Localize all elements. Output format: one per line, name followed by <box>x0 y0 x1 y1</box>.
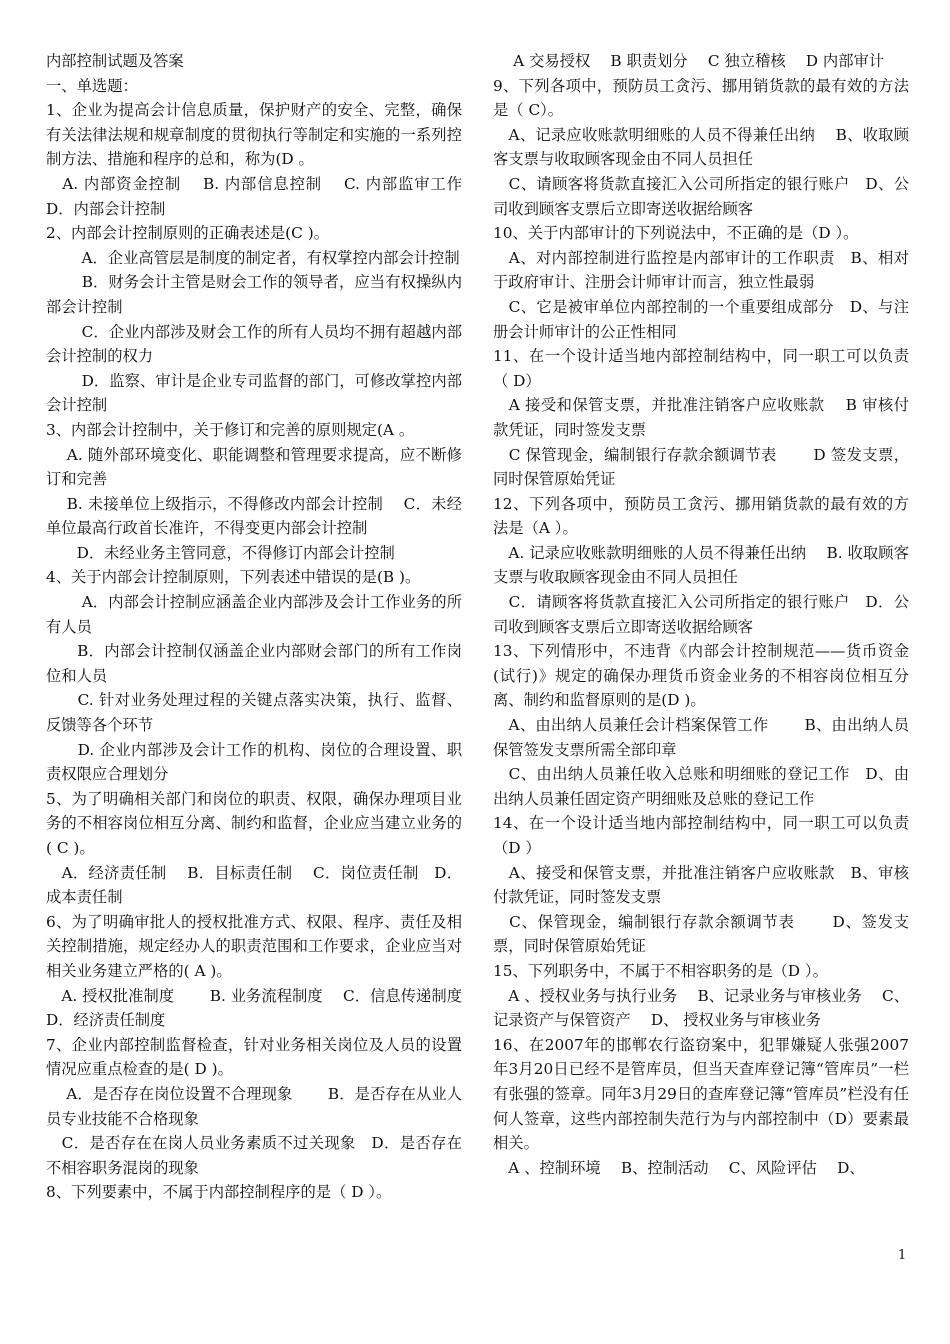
question-10: 10、关于内部审计的下列说法中，不正确的是（D ）。 <box>493 224 859 243</box>
question-13-options-cd: C、由出纳人员兼任收入总账和明细账的登记工作 D、由出纳人员兼任固定资产明细账及总账的登记工作 <box>493 765 909 808</box>
question-16: 16、在2007年的邯郸农行盗窃案中，犯罪嫌疑人张强2007年3月20日已经不是管库员，但当天查库登记簿“管库员”一栏有张强的签章。同年3月29日的查库登记簿“管库员”栏没有任何人签章，这些内部控制失范行为与内部控制中（D）要素最相关。 <box>493 1035 909 1153</box>
question-1-options: A. 内部资金控制 B. 内部信息控制 C. 内部监审工作 D．内部会计控制 <box>46 174 478 218</box>
question-6: 6、为了明确审批人的授权批准方式、权限、程序、责任及相关控制措施，规定经办人的职责范围和工作要求，企业应当对相关业务建立严格的( A )。 <box>46 912 462 980</box>
question-2: 2、内部会计控制原则的正确表述是(C )。 <box>46 224 329 243</box>
page-title: 内部控制试题及答案 <box>46 52 184 70</box>
question-12-options-cd: C．请顾客将货款直接汇入公司所指定的银行账户 D．公司收到顾客支票后立即寄送收据给顾客 <box>493 593 909 636</box>
question-2-option-c: C．企业内部涉及财会工作的所有人员均不拥有超越内部会计控制的权力 <box>46 322 462 366</box>
question-2-option-b: B．财务会计主管是财会工作的领导者，应当有权操纵内部会计控制 <box>46 273 462 316</box>
question-7-options-cd: C．是否存在在岗人员业务素质不过关现象 D．是否存在不相容职务混岗的现象 <box>46 1134 462 1177</box>
question-13: 13、下列情形中，不违背《内部会计控制规范——货币资金(试行)》规定的确保办理货币资金业务的不相容岗位相互分离、制约和监督原则的是(D )。 <box>493 642 909 710</box>
question-3-option-d: D．未经业务主管同意，不得修订内部会计控制 <box>46 543 395 562</box>
question-14: 14、在一个设计适当地内部控制结构中，同一职工可以负责（D ） <box>493 814 909 857</box>
question-11-options-cd: C 保管现金，编制银行存款余额调节表 D 签发支票，同时保管原始凭证 <box>493 445 909 489</box>
question-7-options-ab: A．是否存在岗位设置不合理现象 B．是否存在从业人员专业技能不合格现象 <box>46 1084 462 1128</box>
question-3: 3、内部会计控制中，关于修订和完善的原则规定(A 。 <box>46 420 415 439</box>
question-5-options: A．经济责任制 B．目标责任制 C．岗位责任制 D．成本责任制 <box>46 863 462 907</box>
right-column <box>493 49 909 1180</box>
question-15: 15、下列职务中，不属于不相容职务的是（D ）。 <box>493 961 828 980</box>
question-5: 5、为了明确相关部门和岗位的职责、权限，确保办理项目业务的不相容岗位相互分离、制约和监督，企业应当建立业务的( C )。 <box>46 789 462 857</box>
question-10-options-cd: C、它是被审单位内部控制的一个重要组成部分 D、与注册会计师审计的公正性相同 <box>493 297 909 341</box>
question-15-options: A 、授权业务与执行业务 B、记录业务与审核业务 C、记录资产与保管资产 D、 授权业务与审核业务 <box>493 986 909 1030</box>
question-7: 7、企业内部控制监督检查，针对业务相关岗位及人员的设置情况应重点检查的是( D )。 <box>46 1035 462 1079</box>
question-4-option-d: D. 企业内部涉及会计工作的机构、岗位的合理设置、职责权限应合理划分 <box>46 740 462 784</box>
question-9: 9、下列各项中，预防员工贪污、挪用销货款的最有效的方法是（ C）。 <box>493 76 909 120</box>
question-1: 1、企业为提高会计信息质量，保护财产的安全、完整，确保有关法律法规和规章制度的贯彻执行等制定和实施的一系列控制方法、措施和程序的总和，称为(D 。 <box>46 101 462 169</box>
question-4: 4、关于内部会计控制原则，下列表述中错误的是(B )。 <box>46 568 421 587</box>
question-10-options-ab: A、对内部控制进行监控是内部审计的工作职责 B、相对于政府审计、注册会计师审计而言，独立性最弱 <box>493 248 909 292</box>
question-12: 12、下列各项中，预防员工贪污、挪用销货款的最有效的方法是（A ）。 <box>493 494 909 538</box>
question-11: 11、在一个设计适当地内部控制结构中，同一职工可以负责（ D） <box>493 347 909 390</box>
page-number: 1 <box>898 1248 907 1263</box>
question-4-option-c: C. 针对业务处理过程的关键点落实决策，执行、监督、反馈等各个环节 <box>46 691 462 735</box>
question-3-option-a: A. 随外部环境变化、职能调整和管理要求提高，应不断修订和完善 <box>46 445 462 489</box>
question-2-option-d: D．监察、审计是企业专司监督的部门，可修改掌控内部会计控制 <box>46 371 462 415</box>
question-4-option-a: A．内部会计控制应涵盖企业内部涉及会计工作业务的所有人员 <box>46 593 462 636</box>
question-16-options: A 、控制环境 B、控制活动 C、风险评估 D、 <box>493 1158 865 1177</box>
question-4-option-b: B．内部会计控制仅涵盖企业内部财会部门的所有工作岗位和人员 <box>46 642 462 685</box>
question-3-option-bc: B. 未接单位上级指示，不得修改内部会计控制 C．未经单位最高行政首长准许，不得变更内部会计控制 <box>46 494 462 538</box>
question-9-options-cd: C、请顾客将货款直接汇入公司所指定的银行账户 D、公司收到顾客支票后立即寄送收据给顾客 <box>493 174 909 218</box>
question-9-options-ab: A、记录应收账款明细账的人员不得兼任出纳 B、收取顾客支票与收取顾客现金由不同人员担任 <box>493 125 909 169</box>
question-14-options-ab: A、接受和保管支票，并批准注销客户应收账款 B、审核付款凭证，同时签发支票 <box>493 863 909 907</box>
question-11-options-ab: A 接受和保管支票，并批准注销客户应收账款 B 审核付款凭证，同时签发支票 <box>493 396 909 439</box>
question-13-options-ab: A、由出纳人员兼任会计档案保管工作 B、由出纳人员保管签发支票所需全部印章 <box>493 716 909 759</box>
question-2-option-a: A．企业高管层是制度的制定者，有权掌控内部会计控制 <box>46 248 460 267</box>
question-8-options: A 交易授权 B 职责划分 C 独立稽核 D 内部审计 <box>493 52 885 70</box>
question-8: 8、下列要素中，不属于内部控制程序的是（ D ）。 <box>46 1183 392 1202</box>
question-6-options: A. 授权批准制度 B. 业务流程制度 C．信息传递制度 D．经济责任制度 <box>46 986 498 1030</box>
left-column <box>46 49 498 1205</box>
text-line: 一、单选题： <box>46 76 138 95</box>
question-14-options-cd: C、保管现金，编制银行存款余额调节表 D、签发支票，同时保管原始凭证 <box>493 912 909 956</box>
question-12-options-ab: A. 记录应收账款明细账的人员不得兼任出纳 B. 收取顾客支票与收取顾客现金由不同人员担任 <box>493 543 909 587</box>
